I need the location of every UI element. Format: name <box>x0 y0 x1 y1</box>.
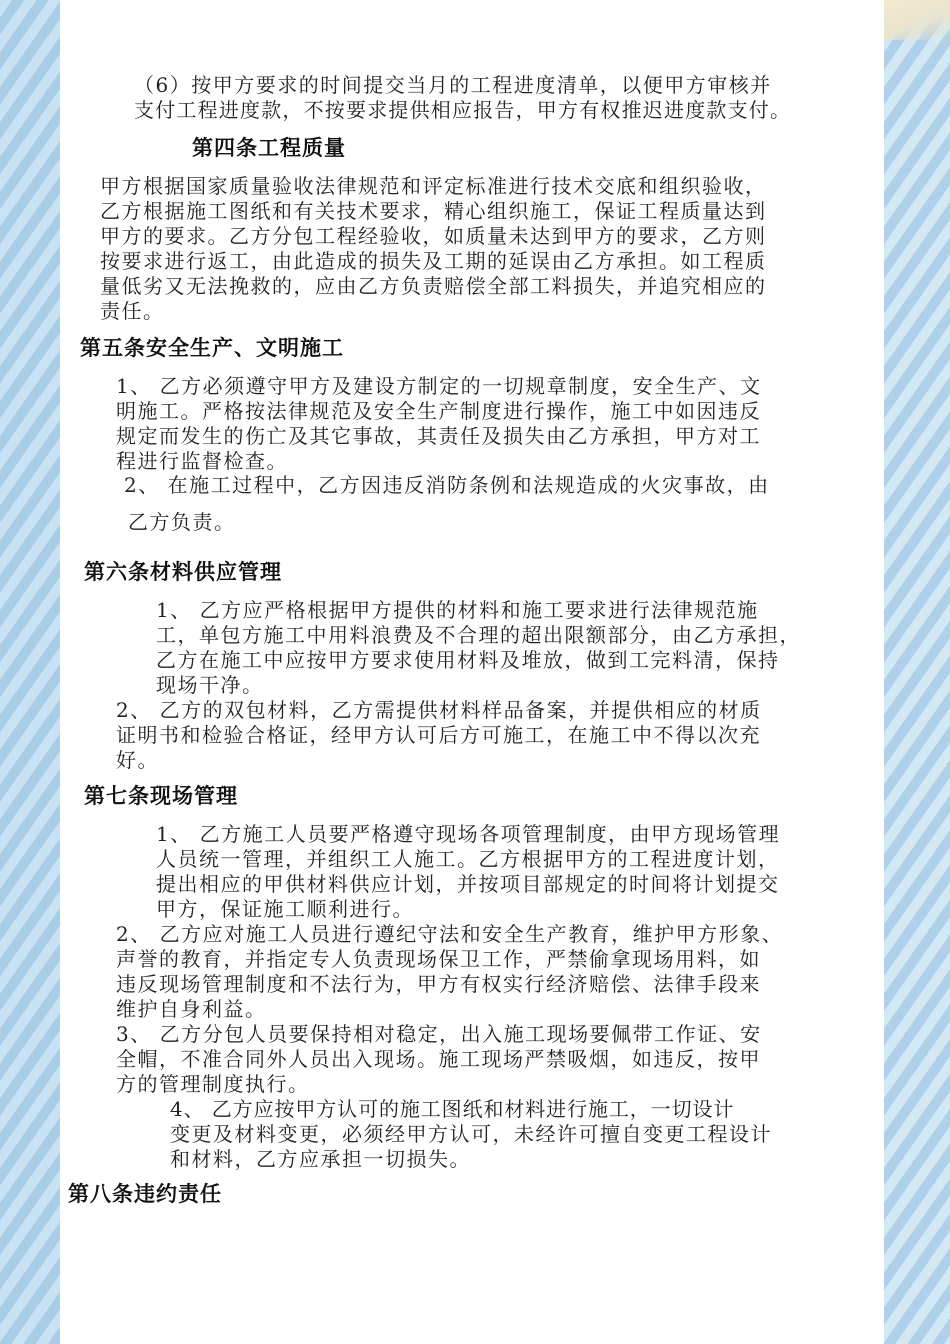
section-5-item-1-line: 明施工。严格按法律规范及安全生产制度进行操作，施工中如因违反 <box>116 399 761 423</box>
section-4-line: 甲方根据国家质量验收法律规范和评定标准进行技术交底和组织验收， <box>100 174 767 198</box>
section-4-line: 按要求进行返工，由此造成的损失及工期的延误由乙方承担。如工程质 <box>100 249 767 273</box>
section-7-title: 第七条现场管理 <box>84 783 238 808</box>
section-7-item-4-line: 4、 乙方应按甲方认可的施工图纸和材料进行施工，一切设计 <box>170 1097 735 1121</box>
section-6-title: 第六条材料供应管理 <box>84 559 282 584</box>
section-6-item-2-line: 2、 乙方的双包材料，乙方需提供材料样品备案，并提供相应的材质 <box>116 698 762 722</box>
section-5-item-2-line: 2、 在施工过程中，乙方因违反消防条例和法规造成的火灾事故，由 <box>124 473 770 497</box>
section-6-item-1-line: 现场干净。 <box>156 673 264 697</box>
section-7-item-4-line: 变更及材料变更，必须经甲方认可，未经许可擅自变更工程设计 <box>170 1122 772 1146</box>
section-4-title: 第四条工程质量 <box>192 135 346 160</box>
section-4-line: 甲方的要求。乙方分包工程经验收，如质量未达到甲方的要求，乙方则 <box>100 224 767 248</box>
section-7-item-2-line: 2、 乙方应对施工人员进行遵纪守法和安全生产教育，维护甲方形象、 <box>116 922 784 946</box>
section-4-line: 乙方根据施工图纸和有关技术要求，精心组织施工，保证工程质量达到 <box>100 199 767 223</box>
section-6-item-2-line: 好。 <box>116 748 159 772</box>
section-7-item-1-line: 1、 乙方施工人员要严格遵守现场各项管理制度，由甲方现场管理 <box>156 822 781 846</box>
section-4-line: 量低劣又无法挽救的，应由乙方负责赔偿全部工料损失，并追究相应的 <box>100 274 767 298</box>
section-6-item-1-line: 1、 乙方应严格根据甲方提供的材料和施工要求进行法律规范施 <box>156 598 759 622</box>
section-7-item-1-line: 甲方，保证施工顺利进行。 <box>156 897 414 921</box>
section-7-item-2-line: 声誉的教育，并指定专人负责现场保卫工作，严禁偷拿现场用料，如 <box>116 947 761 971</box>
section-5-item-2-line: 乙方负责。 <box>128 510 236 534</box>
clause-6-line: 支付工程进度款，不按要求提供相应报告，甲方有权推迟进度款支付。 <box>134 98 792 122</box>
section-4-line: 责任。 <box>100 299 165 323</box>
background-stripes-right <box>884 0 950 1344</box>
section-5-item-1-line: 程进行监督检查。 <box>116 449 288 473</box>
background-corner-glow <box>884 0 950 40</box>
section-7-item-3-line: 方的管理制度执行。 <box>116 1072 310 1096</box>
section-6-item-2-line: 证明书和检验合格证，经甲方认可后方可施工，在施工中不得以次充 <box>116 723 761 747</box>
section-5-item-1-line: 1、 乙方必须遵守甲方及建设方制定的一切规章制度，安全生产、文 <box>116 374 762 398</box>
section-5-item-1-line: 规定而发生的伤亡及其它事故，其责任及损失由乙方承担，甲方对工 <box>116 424 761 448</box>
section-8-title: 第八条违约责任 <box>68 1181 222 1206</box>
section-7-item-1-line: 提出相应的甲供材料供应计划，并按项目部规定的时间将计划提交 <box>156 872 780 896</box>
section-7-item-2-line: 维护自身利益。 <box>116 997 267 1021</box>
section-7-item-4-line: 和材料，乙方应承担一切损失。 <box>170 1147 471 1171</box>
section-7-item-1-line: 人员统一管理，并组织工人施工。乙方根据甲方的工程进度计划， <box>156 847 780 871</box>
section-6-item-1-line: 乙方在施工中应按甲方要求使用材料及堆放，做到工完料清，保持 <box>156 648 780 672</box>
section-7-item-3-line: 3、 乙方分包人员要保持相对稳定，出入施工现场要佩带工作证、安 <box>116 1022 762 1046</box>
section-6-item-1-line: 工，单包方施工中用料浪费及不合理的超出限额部分，由乙方承担， <box>156 623 801 647</box>
background-stripes-left <box>0 0 60 1344</box>
section-7-item-2-line: 违反现场管理制度和不法行为，甲方有权实行经济赔偿、法律手段来 <box>116 972 761 996</box>
section-7-item-3-line: 全帽，不准合同外人员出入现场。施工现场严禁吸烟，如违反，按甲 <box>116 1047 761 1071</box>
clause-6-line: （6）按甲方要求的时间提交当月的工程进度清单，以便甲方审核并 <box>134 73 772 97</box>
section-5-title: 第五条安全生产、文明施工 <box>80 335 344 360</box>
